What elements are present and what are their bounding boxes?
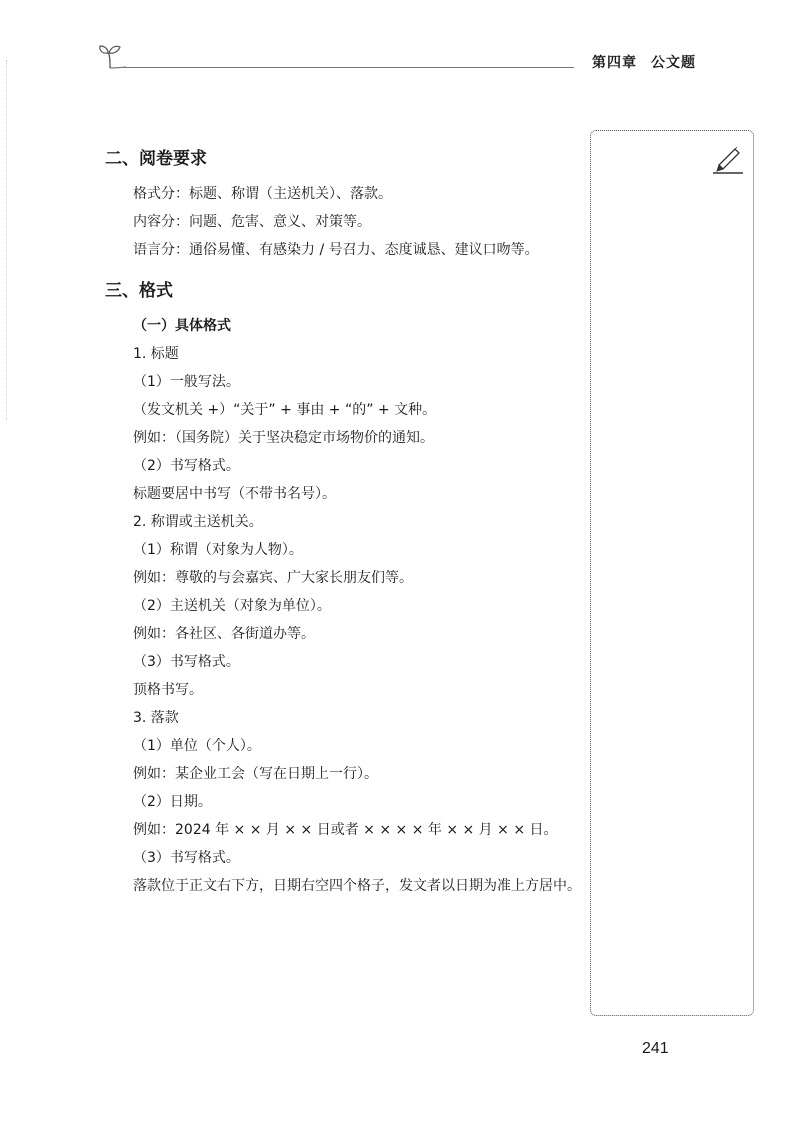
closing-paragraph	[105, 872, 583, 900]
text-line: 2. 称谓或主送机关。	[133, 514, 263, 530]
text-line: 例如：各社区、各街道办等。	[133, 626, 315, 642]
text-line: （3）书写格式。	[133, 654, 240, 670]
text-line: 例如：尊敬的与会嘉宾、广大家长朋友们等。	[133, 570, 413, 586]
text-line: （发文机关 +）“关于” + 事由 + “的” + 文种。	[133, 402, 437, 418]
text-line: 标题要居中书写（不带书名号）。	[133, 486, 336, 502]
text-line: 例如：（国务院）关于坚决稳定市场物价的通知。	[133, 430, 434, 446]
text-line: 例如：2024 年 × × 月 × × 日或者 × × × × 年 × × 月 × × 日。	[133, 822, 558, 838]
chapter-name: 公文题	[651, 55, 696, 71]
page-number: 241	[642, 1040, 669, 1057]
text-line: 顶格书写。	[133, 682, 203, 698]
text-line: （1）单位（个人）。	[133, 738, 261, 754]
text-line: （1）一般写法。	[133, 374, 240, 390]
text-line: （2）主送机关（对象为单位）。	[133, 598, 331, 614]
text-line: （3）书写格式。	[133, 850, 240, 866]
text-line: （2）日期。	[133, 794, 212, 810]
chapter-title	[592, 52, 696, 72]
text-line: 1. 标题	[133, 346, 179, 362]
text-line: （1）称谓（对象为人物）。	[133, 542, 303, 558]
binding-edge	[6, 60, 9, 420]
text-line: 内容分：问题、危害、意义、对策等。	[133, 214, 371, 230]
subsection-heading: （一）具体格式	[133, 318, 231, 334]
text-line: （2）书写格式。	[133, 458, 240, 474]
margin-notes-panel	[590, 130, 754, 1016]
page-header	[96, 44, 696, 74]
text-line: 语言分：通俗易懂、有感染力 / 号召力、态度诚恳、建议口吻等。	[133, 242, 539, 258]
header-rule	[118, 67, 574, 68]
pen-icon	[711, 141, 745, 175]
text-line: 3. 落款	[133, 710, 179, 726]
text-line: 格式分：标题、称谓（主送机关）、落款。	[133, 186, 392, 202]
page-content	[105, 142, 583, 900]
chapter-number: 第四章	[592, 55, 637, 71]
section-heading-reading: 二、阅卷要求	[105, 149, 207, 169]
text-line: 例如：某企业工会（写在日期上一行）。	[133, 766, 378, 782]
section-heading-format: 三、格式	[105, 281, 173, 301]
closing-text: 落款位于正文右下方，日期右空四个格子，发文者以日期为准上方居中。	[133, 878, 581, 894]
